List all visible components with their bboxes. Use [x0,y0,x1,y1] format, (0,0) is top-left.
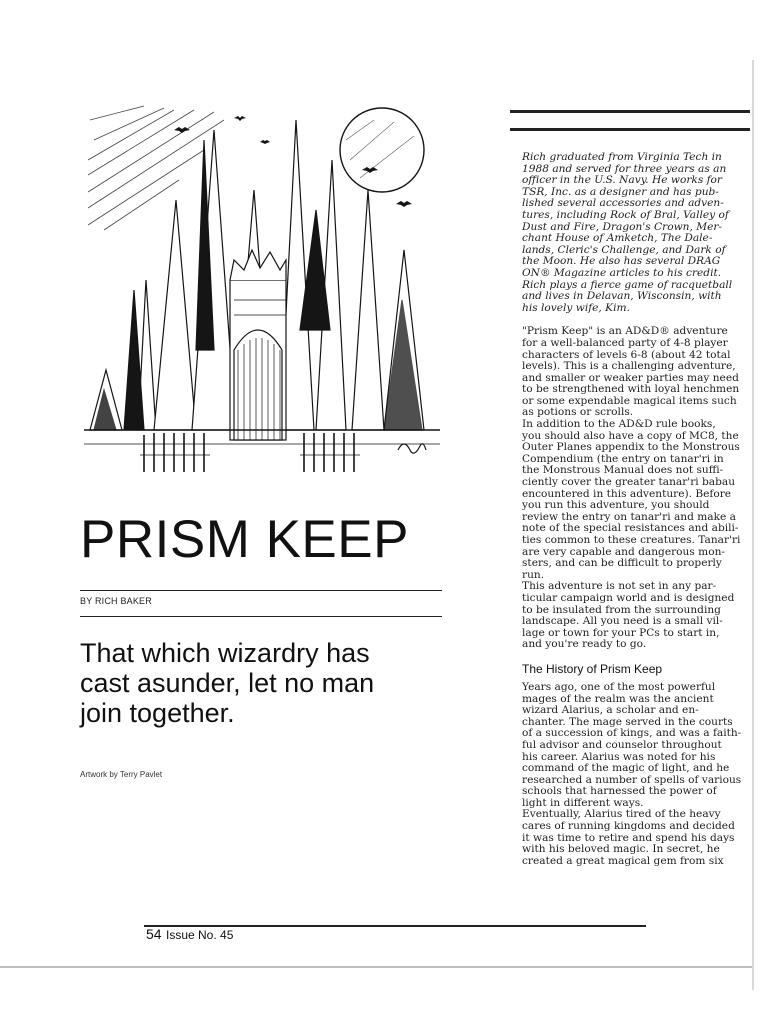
bio-line: the Moon. He also has several DRAG [522,255,721,268]
text-line: researched a number of spells of various [522,773,742,786]
text-line: Compendium (the entry on tanar'ri in [522,452,724,465]
text-line: landscape. All you need is a small vil- [522,615,723,628]
text-line: Eventually, Alarius tired of the heavy [522,808,721,821]
art-credit: Artwork by Terry Pavlet [80,770,163,779]
text-line: mages of the realm was the ancient [522,692,714,705]
text-line: ciently cover the greater tanar'ri babau [522,476,736,489]
author-bio [522,152,748,314]
bio-line: tures, including Rock of Bral, Valley of [522,208,729,221]
text-line: encountered in this adventure). Before [522,487,732,500]
bio-line: his lovely wife, Kim. [522,301,630,314]
heavy-rule [510,128,750,131]
text-line: you run this adventure, you should [522,499,710,512]
text-line: This adventure is not set in any par- [522,580,717,593]
page-edge [0,966,752,968]
text-line: schools that harnessed the power of [522,785,717,798]
text-line: ticular campaign world and is designed [522,591,735,604]
text-line: the Monstrous Manual does not suffi- [522,464,724,477]
text-line: command of the magic of light, and he [522,762,730,775]
body-paragraph [522,809,748,867]
divider [80,590,442,591]
text-line: with his beloved magic. In secret, he [522,843,720,856]
bio-line: 1988 and served for three years as an [522,162,727,175]
byline: BY RICH BAKER [80,596,152,606]
castle-illustration [84,100,440,490]
body-paragraph [522,682,748,810]
text-line: Outer Planes appendix to the Monstrous [522,441,740,454]
bio-line: ON® Magazine articles to his credit. [522,266,722,279]
body-paragraph [522,326,748,419]
text-line: of a succession of kings, and was a faith- [522,727,742,740]
text-line: review the entry on tanar'ri and make a [522,510,736,523]
text-line: Years ago, one of the most powerful [522,680,716,693]
text-line: created a great magical gem from six [522,854,724,867]
text-line: and smaller or weaker parties may need [522,371,739,384]
page-number: 54 [146,926,162,942]
section-heading: The History of Prism Keep [522,661,663,676]
tagline [80,638,460,728]
bio-line: Dust and Fire, Dragon's Crown, Mer- [522,220,722,233]
article-title: PRISM KEEP [80,510,409,569]
text-line: ful advisor and counselor throughout [522,738,722,751]
text-line: chanter. The mage served in the courts [522,715,733,728]
text-line: are very capable and dangerous mon- [522,545,725,558]
tagline-line: That which wizardry has [80,638,370,668]
heavy-rule [510,110,750,113]
tagline-line: cast asunder, let no man [80,668,375,698]
text-line: ties common to these creatures. Tanar'ri [522,534,741,546]
text-column [522,152,748,867]
text-line: as potions or scrolls. [522,406,634,419]
tagline-line: join together. [80,698,235,728]
text-line: levels). This is a challenging adventure, [522,360,736,373]
divider [80,616,442,617]
bio-line: Rich plays a fierce game of racquetball [522,278,733,291]
bio-line: and lives in Delavan, Wisconsin, with [522,290,722,303]
text-line: his career. Alarius was noted for his [522,750,716,763]
text-line: for a well-balanced party of 4-8 player [522,336,728,349]
text-line: lage or town for your PCs to start in, [522,626,720,639]
bio-line: TSR, Inc. as a designer and has pub- [522,185,719,198]
text-line: or some expendable magical items such [522,394,737,407]
bio-line: Rich graduated from Virginia Tech in [522,151,722,163]
body-paragraph [522,581,748,651]
text-line: "Prism Keep" is an AD&D® adventure [522,325,728,338]
text-line: wizard Alarius, a scholar and en- [522,704,699,717]
bio-line: officer in the U.S. Navy. He works for [522,174,722,187]
text-line: you should also have a copy of MC8, the [522,429,739,442]
bio-line: lished several accessories and adven- [522,197,724,210]
page-edge [752,60,754,990]
text-line: and you're ready to go. [522,638,647,651]
text-line: to be strengthened with loyal henchmen [522,383,740,396]
bio-line: lands, Cleric's Challenge, and Dark of [522,243,726,256]
text-line: sters, and can be difficult to properly [522,557,722,570]
text-line: run. [522,568,545,581]
bio-line: chant House of Amketch, The Dale- [522,232,713,245]
text-line: characters of levels 6-8 (about 42 total [522,348,731,361]
text-line: it was time to retire and spend his days [522,831,735,844]
text-line: note of the special resistances and abili- [522,522,739,535]
footer-rule [144,925,646,927]
text-line: to be insulated from the surrounding [522,603,721,616]
body-paragraph [522,419,748,581]
text-line: cares of running kingdoms and decided [522,820,735,833]
text-line: In addition to the AD&D rule books, [522,418,716,431]
issue-label: Issue No. 45 [166,928,234,942]
text-line: light in different ways. [522,796,644,809]
